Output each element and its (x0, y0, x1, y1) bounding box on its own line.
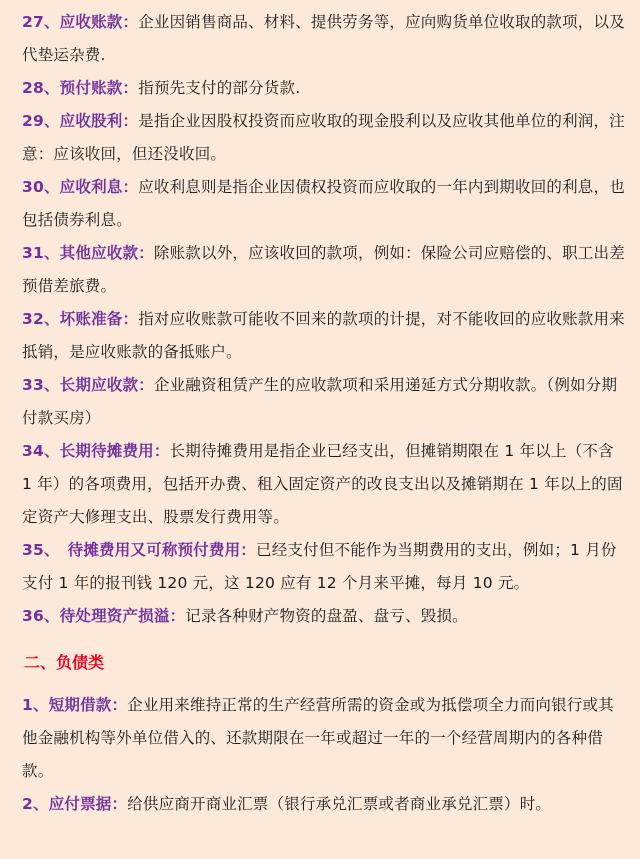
entry-item (22, 171, 626, 237)
entry-term: 短期借款 (48, 696, 112, 714)
entry-number: 32、 (22, 310, 60, 328)
section-title: 二、负债类 (24, 653, 105, 672)
entry-separator: ： (240, 541, 257, 559)
entry-description: 是指企业因股权投资而应收取的现金股利以及应收其他单位的利润，注意：应该收回，但还没收回。 (22, 112, 625, 163)
entry-number: 30、 (22, 178, 60, 196)
entry-term: 长期待摊费用 (59, 442, 154, 460)
entry-separator: ： (153, 442, 170, 460)
entry-item (22, 600, 626, 633)
entry-number: 36、 (22, 607, 60, 625)
entry-description: 企业用来维持正常的生产经营所需的资金或为抵偿项全力而向银行或其他金融机构等外单位借入的、还款期限在一年或超过一年的一个经营周期内的各种借款。 (22, 696, 614, 780)
entry-number: 33、 (22, 376, 60, 394)
entry-item (22, 105, 626, 171)
entry-term: 其他应收款 (59, 244, 139, 262)
entry-separator: ： (138, 244, 154, 262)
entry-separator: ： (122, 310, 139, 328)
entry-separator: ： (111, 795, 128, 813)
entry-term: 长期应收款 (59, 376, 139, 394)
entry-term: 应收账款 (59, 13, 123, 31)
entry-item (22, 72, 626, 105)
entry-item (22, 237, 626, 303)
entry-separator: ： (122, 13, 139, 31)
entry-number: 31、 (22, 244, 60, 262)
entry-number: 1、 (22, 696, 49, 714)
entry-term: 应收股利 (59, 112, 123, 130)
entry-description: 给供应商开商业汇票（银行承兑汇票或者商业承兑汇票）时。 (127, 795, 552, 813)
entry-term: 待摊费用又可称预付费用 (67, 541, 241, 559)
entry-item (22, 6, 626, 72)
entry-separator: ： (111, 696, 128, 714)
entry-description: 指对应收账款可能收不回来的款项的计提，对不能收回的应收账款用来抵销，是应收账款的备抵账户。 (22, 310, 625, 361)
entry-description: 企业融资租赁产生的应收款项和采用递延方式分期收款。（例如分期付款买房） (22, 376, 618, 427)
entry-number: 27、 (22, 13, 60, 31)
entry-number: 29、 (22, 112, 60, 130)
entry-number: 34、 (22, 442, 60, 460)
entry-separator: ： (138, 376, 154, 394)
assets-list (22, 6, 626, 633)
entry-separator: ： (169, 607, 186, 625)
entry-term: 预付账款 (59, 79, 123, 97)
entry-number: 28、 (22, 79, 60, 97)
entry-item (22, 534, 626, 600)
entry-description: 企业因销售商品、材料、提供劳务等，应向购货单位收取的款项，以及代垫运杂费. (22, 13, 625, 64)
entry-separator: ： (122, 112, 139, 130)
entry-description: 已经支付但不能作为当期费用的支出，例如；1 月份支付 1 年的报刊钱 120 元，这 120 应有 12 个月来平摊，每月 10 元。 (22, 541, 617, 592)
entry-item (22, 303, 626, 369)
entry-item (22, 369, 626, 435)
entry-term: 应收利息 (59, 178, 123, 196)
entry-number: 35、 (22, 541, 68, 559)
entry-description: 指预先支付的部分货款. (138, 79, 301, 97)
entry-number: 2、 (22, 795, 49, 813)
entry-description: 记录各种财产物资的盘盈、盘亏、毁损。 (185, 607, 468, 625)
entry-term: 应付票据 (48, 795, 112, 813)
entry-separator: ： (122, 178, 139, 196)
liability-list (22, 689, 626, 821)
entry-term: 待处理资产损溢 (59, 607, 170, 625)
entry-term: 坏账准备 (59, 310, 123, 328)
entry-description: 应收利息则是指企业因债权投资而应收取的一年内到期收回的利息，也包括债券利息。 (22, 178, 625, 229)
entry-item (22, 788, 626, 821)
entry-separator: ： (122, 79, 139, 97)
entry-description: 除账款以外，应该收回的款项，例如：保险公司应赔偿的、职工出差预借差旅费。 (22, 244, 625, 295)
entry-item (22, 689, 626, 788)
entry-item (22, 435, 626, 534)
entry-description: 长期待摊费用是指企业已经支出，但摊销期限在 1 年以上（不含 1 年）的各项费用，包括开办费、租入固定资产的改良支出以及摊销期在 1 年以上的固定资产大修理支出、股票发行费用等。 (22, 442, 623, 526)
